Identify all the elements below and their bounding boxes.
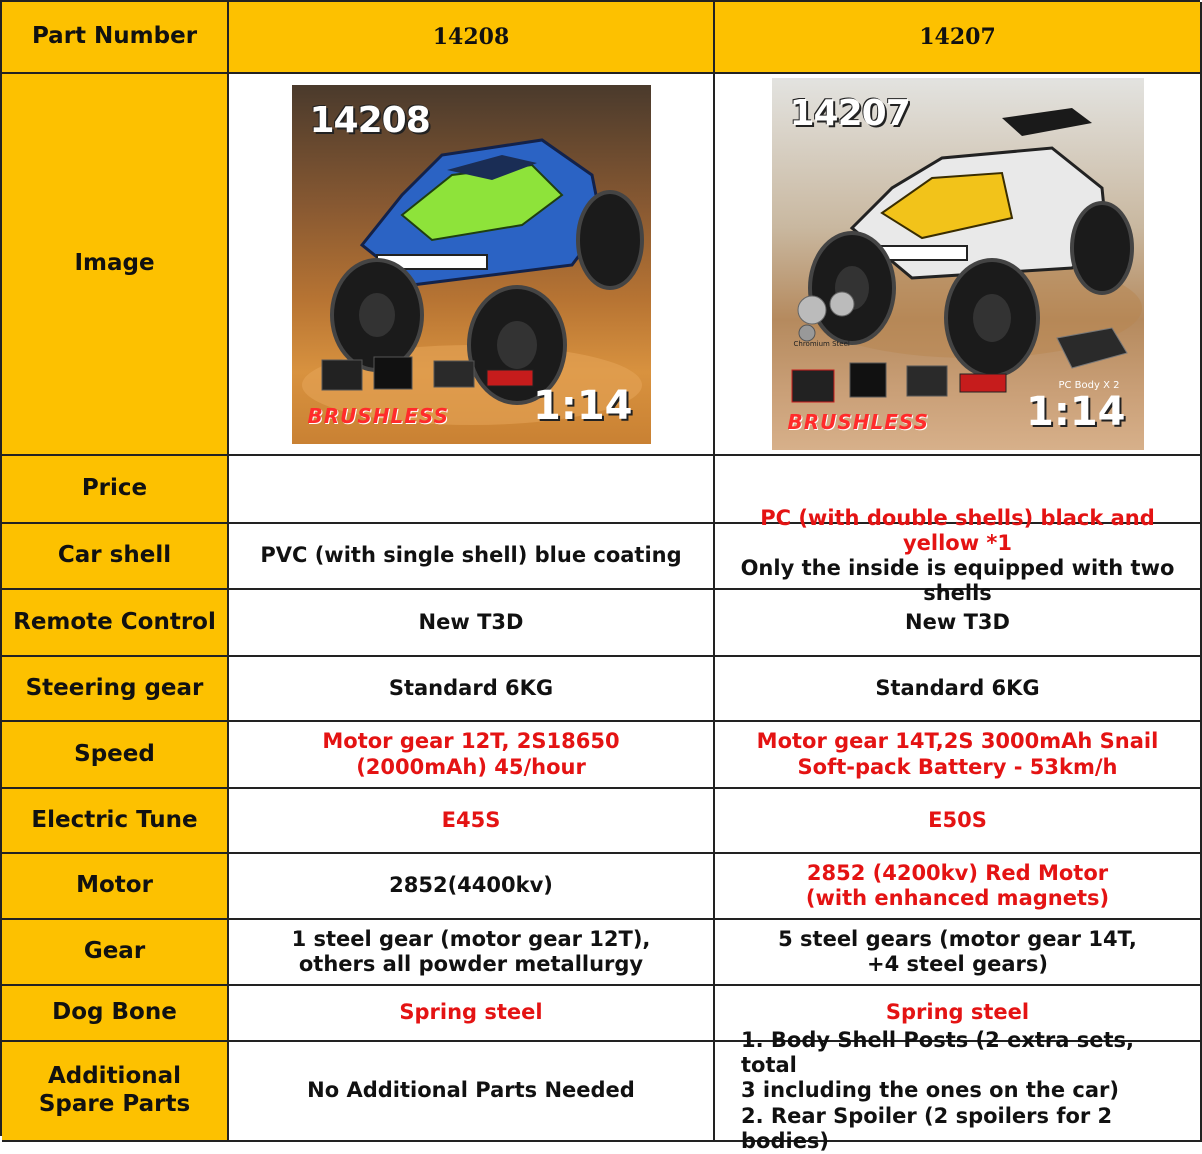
motor-14207	[715, 854, 1202, 920]
gear-14207-line1: 5 steel gears (motor gear 14T,	[778, 926, 1137, 951]
gear-14208-line1: 1 steel gear (motor gear 12T),	[291, 926, 651, 951]
car-shell-14207-line2: Only the inside is equipped with two shells	[740, 556, 1175, 606]
remote-control-14208: New T3D	[229, 590, 715, 657]
spare-parts-14207-line1: 1. Body Shell Posts (2 extra sets, total	[741, 1028, 1135, 1078]
row-label-spare-parts-line2: Spare Parts	[38, 1091, 191, 1117]
price-14208	[229, 456, 715, 524]
motor-14207-line2: (with enhanced magnets)	[805, 886, 1110, 910]
photo-chrome-label: Chromium Steel	[793, 340, 850, 348]
steering-gear-14208: Standard 6KG	[229, 657, 715, 722]
row-label-dog-bone: Dog Bone	[2, 986, 229, 1042]
motor-14208: 2852(4400kv)	[229, 854, 715, 920]
speed-14208-line1: Motor gear 12T, 2S18650	[322, 729, 620, 754]
row-label-spare-parts	[2, 1042, 229, 1142]
row-label-price: Price	[2, 456, 229, 524]
gear-14207	[715, 920, 1202, 986]
row-label-electric-tune: Electric Tune	[2, 789, 229, 854]
header-model-14208: 14208	[229, 2, 715, 74]
spare-parts-14207-line2: 3 including the ones on the car)	[741, 1078, 1119, 1103]
image-cell-14208	[229, 74, 715, 456]
electric-tune-14208: E45S	[229, 789, 715, 854]
photo-brand-label: BRUSHLESS	[787, 410, 930, 434]
photo-brand-label: BRUSHLESS	[307, 403, 450, 428]
car-shell-14207-line1: PC (with double shells) black and yellow *1	[760, 505, 1155, 555]
speed-14207	[715, 722, 1202, 789]
gear-14208	[229, 920, 715, 986]
header-label: Part Number	[2, 2, 229, 74]
photo-scale-label: 1:14	[533, 382, 633, 429]
speed-14208	[229, 722, 715, 789]
row-label-gear: Gear	[2, 920, 229, 986]
row-label-spare-parts-line1: Additional	[47, 1063, 182, 1090]
header-model-14207: 14207	[715, 2, 1202, 74]
spare-parts-14207-line3: 2. Rear Spoiler (2 spoilers for 2 bodies)	[741, 1103, 1113, 1153]
speed-14207-line2: Soft-pack Battery - 53km/h	[797, 754, 1118, 779]
row-label-speed: Speed	[2, 722, 229, 789]
car-shell-14207	[715, 505, 1202, 606]
motor-14207-line1: 2852 (4200kv) Red Motor	[806, 860, 1109, 885]
product-photo-14207	[772, 78, 1144, 450]
speed-14207-line1: Motor gear 14T,2S 3000mAh Snail	[756, 729, 1159, 754]
dog-bone-14208: Spring steel	[229, 986, 715, 1042]
remote-control-14207: New T3D	[715, 590, 1202, 657]
image-cell-14207	[715, 74, 1202, 456]
dog-bone-14207: Spring steel	[715, 986, 1202, 1042]
spare-parts-14208: No Additional Parts Needed	[229, 1042, 715, 1142]
photo-scale-label: 1:14	[1026, 389, 1126, 435]
photo-model-label: 14207	[789, 93, 910, 134]
gear-14207-line2: +4 steel gears)	[867, 952, 1048, 976]
gear-14208-line2: others all powder metallurgy	[298, 952, 644, 976]
row-label-image: Image	[2, 74, 229, 456]
photo-body-note: PC Body X 2	[1058, 380, 1120, 391]
photo-model-label: 14208	[309, 99, 430, 141]
spare-parts-14207	[715, 1028, 1202, 1153]
row-label-car-shell: Car shell	[2, 524, 229, 590]
speed-14208-line2: (2000mAh) 45/hour	[356, 754, 586, 779]
car-shell-14208: PVC (with single shell) blue coating	[229, 524, 715, 590]
row-label-remote-control: Remote Control	[2, 590, 229, 657]
row-label-motor: Motor	[2, 854, 229, 920]
electric-tune-14207: E50S	[715, 789, 1202, 854]
steering-gear-14207: Standard 6KG	[715, 657, 1202, 722]
product-photo-14208	[292, 85, 651, 444]
row-label-steering-gear: Steering gear	[2, 657, 229, 722]
